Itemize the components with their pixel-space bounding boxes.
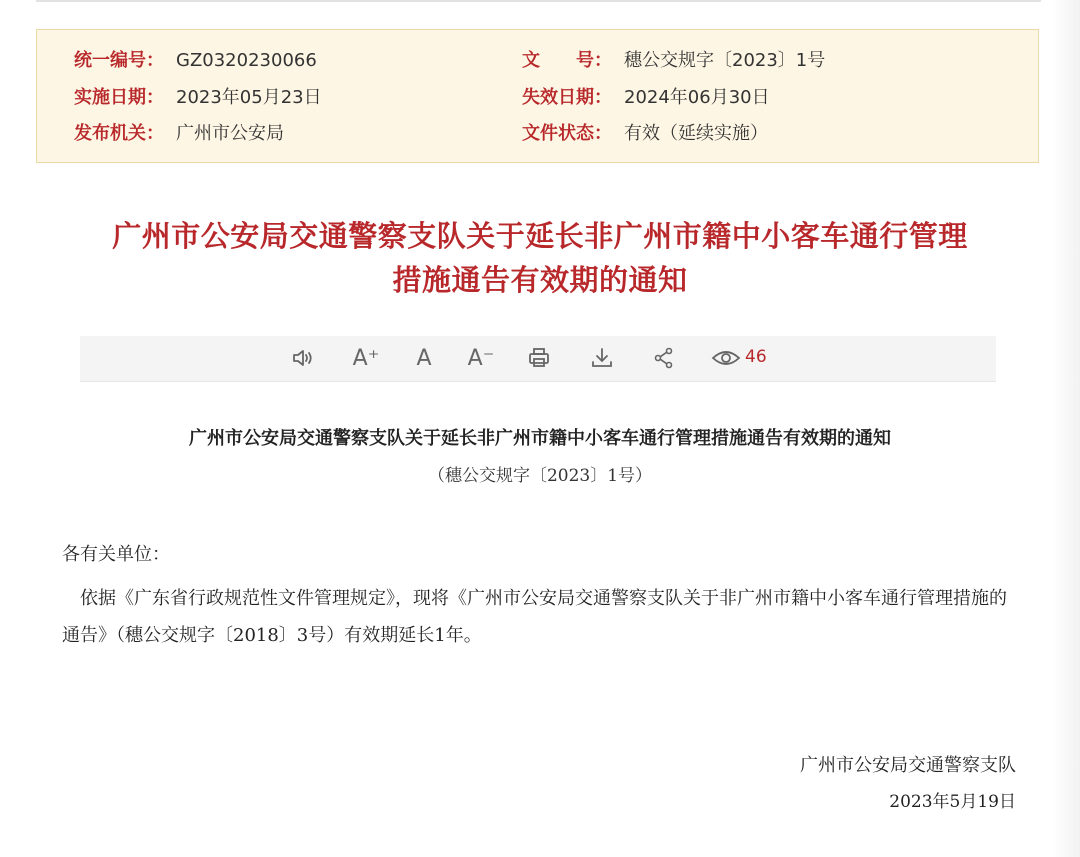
meta-code-label: 统一编号： xyxy=(74,50,164,71)
share-icon[interactable] xyxy=(649,345,679,371)
meta-expiry-value: 2024年06月30日 xyxy=(624,87,770,108)
meta-impl-value: 2023年05月23日 xyxy=(176,87,322,108)
download-icon[interactable] xyxy=(587,345,617,371)
document-number: （穗公交规字〔2023〕1号） xyxy=(427,466,653,486)
meta-code xyxy=(74,49,317,73)
eye-icon xyxy=(711,345,741,371)
meta-docno xyxy=(522,49,825,73)
page-edge-shade xyxy=(1052,0,1080,857)
meta-issuer xyxy=(74,122,284,146)
meta-docno-value: 穗公交规字〔2023〕1号 xyxy=(624,50,826,71)
document-heading: 广州市公安局交通警察支队关于延长非广州市籍中小客车通行管理措施通告有效期的通知 xyxy=(189,428,891,449)
salutation: 各有关单位： xyxy=(62,544,170,565)
meta-issuer-label: 发布机关： xyxy=(74,123,164,144)
top-divider xyxy=(36,0,1041,2)
meta-code-value: GZ0320230066 xyxy=(176,50,317,71)
meta-expiry-date xyxy=(522,86,770,110)
font-decrease-icon[interactable]: A⁻ xyxy=(467,345,495,371)
speaker-icon[interactable] xyxy=(288,345,318,371)
meta-status xyxy=(522,122,768,146)
signature-date: 2023年5月19日 xyxy=(889,792,1016,812)
page-title-line-2: 措施通告有效期的通知 xyxy=(392,263,688,297)
body-paragraph: 依据《广东省行政规范性文件管理规定》，现将《广州市公安局交通警察支队关于非广州市籍中小客车通行管理措施的通告》（穗公交规字〔2018〕3号）有效期延长1年。 xyxy=(62,588,1007,646)
font-reset-icon[interactable]: A xyxy=(416,345,432,371)
meta-status-label: 文件状态： xyxy=(522,123,612,144)
meta-impl-date xyxy=(74,86,322,110)
reading-toolbar xyxy=(80,336,996,382)
font-increase-icon[interactable]: A⁺ xyxy=(352,345,380,371)
document-meta-box xyxy=(36,29,1039,163)
meta-issuer-value: 广州市公安局 xyxy=(176,123,284,144)
view-count: 46 xyxy=(745,347,767,367)
meta-docno-label: 文 号： xyxy=(522,50,612,71)
page-title xyxy=(60,214,1020,302)
page-title-line-1: 广州市公安局交通警察支队关于延长非广州市籍中小客车通行管理 xyxy=(112,219,968,253)
meta-status-value: 有效（延续实施） xyxy=(624,123,768,144)
meta-impl-label: 实施日期： xyxy=(74,87,164,108)
signer: 广州市公安局交通警察支队 xyxy=(800,755,1016,776)
meta-expiry-label: 失效日期： xyxy=(522,87,612,108)
print-icon[interactable] xyxy=(524,345,554,371)
